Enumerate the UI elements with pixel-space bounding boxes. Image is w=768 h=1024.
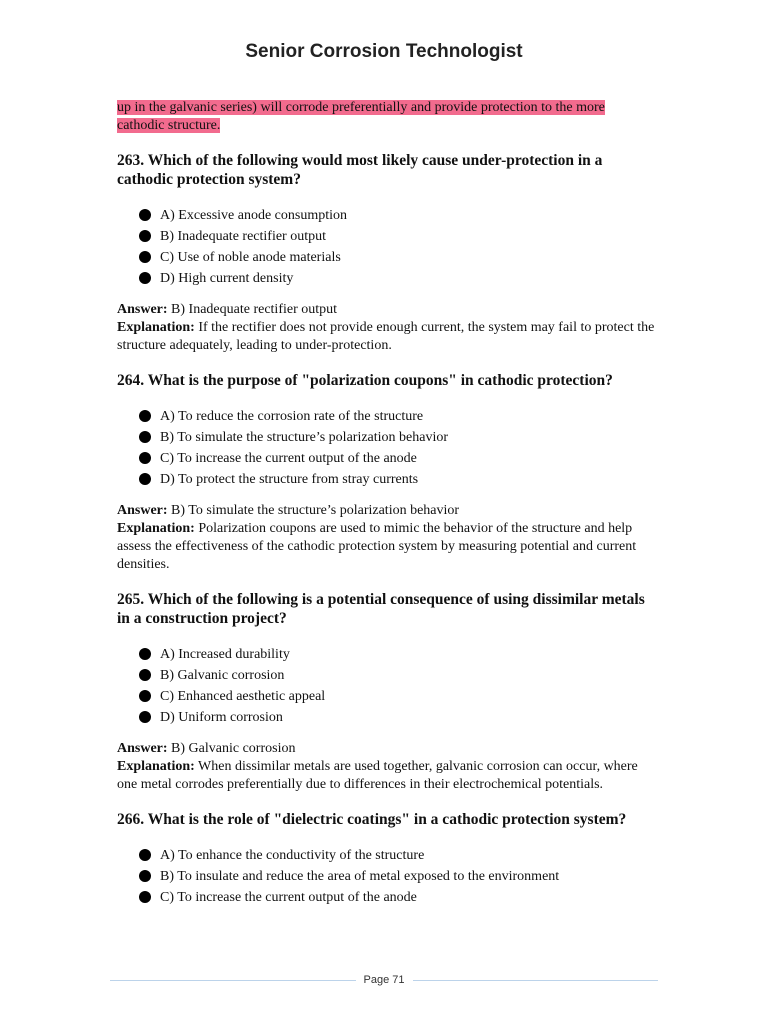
answer-label: Answer: — [117, 503, 168, 518]
option-item — [117, 469, 657, 490]
options-263 — [117, 205, 657, 289]
page-content — [117, 99, 657, 908]
options-264 — [117, 406, 657, 490]
option-item — [117, 448, 657, 469]
option-item — [117, 268, 657, 289]
page-number: Page 71 — [363, 974, 405, 986]
answer-label: Answer: — [117, 741, 168, 756]
highlighted-text-line-2: cathodic structure. — [117, 118, 221, 133]
bullet-icon — [139, 711, 151, 723]
question-266: 266. What is the role of "dielectric coatings" in a cathodic protection system? — [117, 811, 627, 828]
bullet-icon — [139, 230, 151, 242]
option-item — [117, 665, 657, 686]
bullet-icon — [139, 473, 151, 485]
page-footer — [110, 972, 658, 988]
option-text: D) Uniform corrosion — [160, 710, 283, 725]
option-text: C) Enhanced aesthetic appeal — [160, 689, 326, 704]
bullet-icon — [139, 452, 151, 464]
option-item — [117, 707, 657, 728]
answer-text: B) To simulate the structure’s polarization behavior — [167, 503, 460, 518]
option-item — [117, 644, 657, 665]
bullet-icon — [139, 891, 151, 903]
option-item — [117, 845, 657, 866]
question-265: 265. Which of the following is a potential consequence of using dissimilar metals in a construction project? — [117, 591, 645, 627]
option-item — [117, 887, 657, 908]
explanation-line — [117, 319, 657, 355]
option-item — [117, 686, 657, 707]
option-text: C) To increase the current output of the anode — [160, 890, 417, 905]
explanation-label: Explanation: — [117, 521, 195, 536]
bullet-icon — [139, 669, 151, 681]
question-264: 264. What is the purpose of "polarization coupons" in cathodic protection? — [117, 372, 613, 389]
answer-block-264 — [117, 502, 657, 574]
option-text: D) High current density — [160, 271, 294, 286]
footer-divider-left — [110, 980, 356, 981]
bullet-icon — [139, 251, 151, 263]
option-text: B) To simulate the structure’s polarization behavior — [160, 430, 449, 445]
bullet-icon — [139, 272, 151, 284]
bullet-icon — [139, 648, 151, 660]
option-item — [117, 226, 657, 247]
answer-text: B) Inadequate rectifier output — [167, 302, 338, 317]
explanation-line — [117, 758, 657, 794]
answer-block-265 — [117, 740, 657, 794]
option-text: B) To insulate and reduce the area of metal exposed to the environment — [160, 869, 560, 884]
options-266 — [117, 845, 657, 908]
option-item — [117, 427, 657, 448]
option-text: D) To protect the structure from stray currents — [160, 472, 419, 487]
bullet-icon — [139, 410, 151, 422]
option-item — [117, 247, 657, 268]
option-item — [117, 866, 657, 887]
explanation-line — [117, 520, 657, 574]
answer-line — [117, 301, 657, 319]
page-title: Senior Corrosion Technologist — [245, 41, 523, 62]
answer-block-263 — [117, 301, 657, 355]
option-text: C) To increase the current output of the anode — [160, 451, 417, 466]
option-text: A) To enhance the conductivity of the structure — [160, 848, 425, 863]
explanation-text: When dissimilar metals are used together, galvanic corrosion can occur, where one metal corrodes preferentially due to differences in their electrochemical potentials. — [117, 759, 638, 792]
answer-text: B) Galvanic corrosion — [167, 741, 296, 756]
bullet-icon — [139, 209, 151, 221]
option-text: C) Use of noble anode materials — [160, 250, 341, 265]
option-text: A) To reduce the corrosion rate of the structure — [160, 409, 424, 424]
answer-line — [117, 740, 657, 758]
option-text: B) Inadequate rectifier output — [160, 229, 326, 244]
bullet-icon — [139, 870, 151, 882]
option-text: A) Excessive anode consumption — [160, 208, 348, 223]
question-263: 263. Which of the following would most likely cause under-protection in a cathodic protection system? — [117, 152, 603, 188]
answer-label: Answer: — [117, 302, 168, 317]
bullet-icon — [139, 849, 151, 861]
explanation-label: Explanation: — [117, 759, 195, 774]
explanation-label: Explanation: — [117, 320, 195, 335]
option-item — [117, 406, 657, 427]
footer-divider-right — [413, 980, 659, 981]
explanation-text: If the rectifier does not provide enough current, the system may fail to protect the structure adequately, leading to under-protection. — [117, 320, 655, 353]
highlighted-paragraph — [117, 99, 657, 135]
option-text: A) Increased durability — [160, 647, 290, 662]
options-265 — [117, 644, 657, 728]
bullet-icon — [139, 690, 151, 702]
bullet-icon — [139, 431, 151, 443]
highlighted-text-line-1: up in the galvanic series) will corrode preferentially and provide protection to the more — [117, 100, 605, 115]
option-text: B) Galvanic corrosion — [160, 668, 285, 683]
explanation-text: Polarization coupons are used to mimic the behavior of the structure and help assess the effectiveness of the cathodic protection system by measuring potential and current densities. — [117, 521, 637, 572]
option-item — [117, 205, 657, 226]
answer-line — [117, 502, 657, 520]
